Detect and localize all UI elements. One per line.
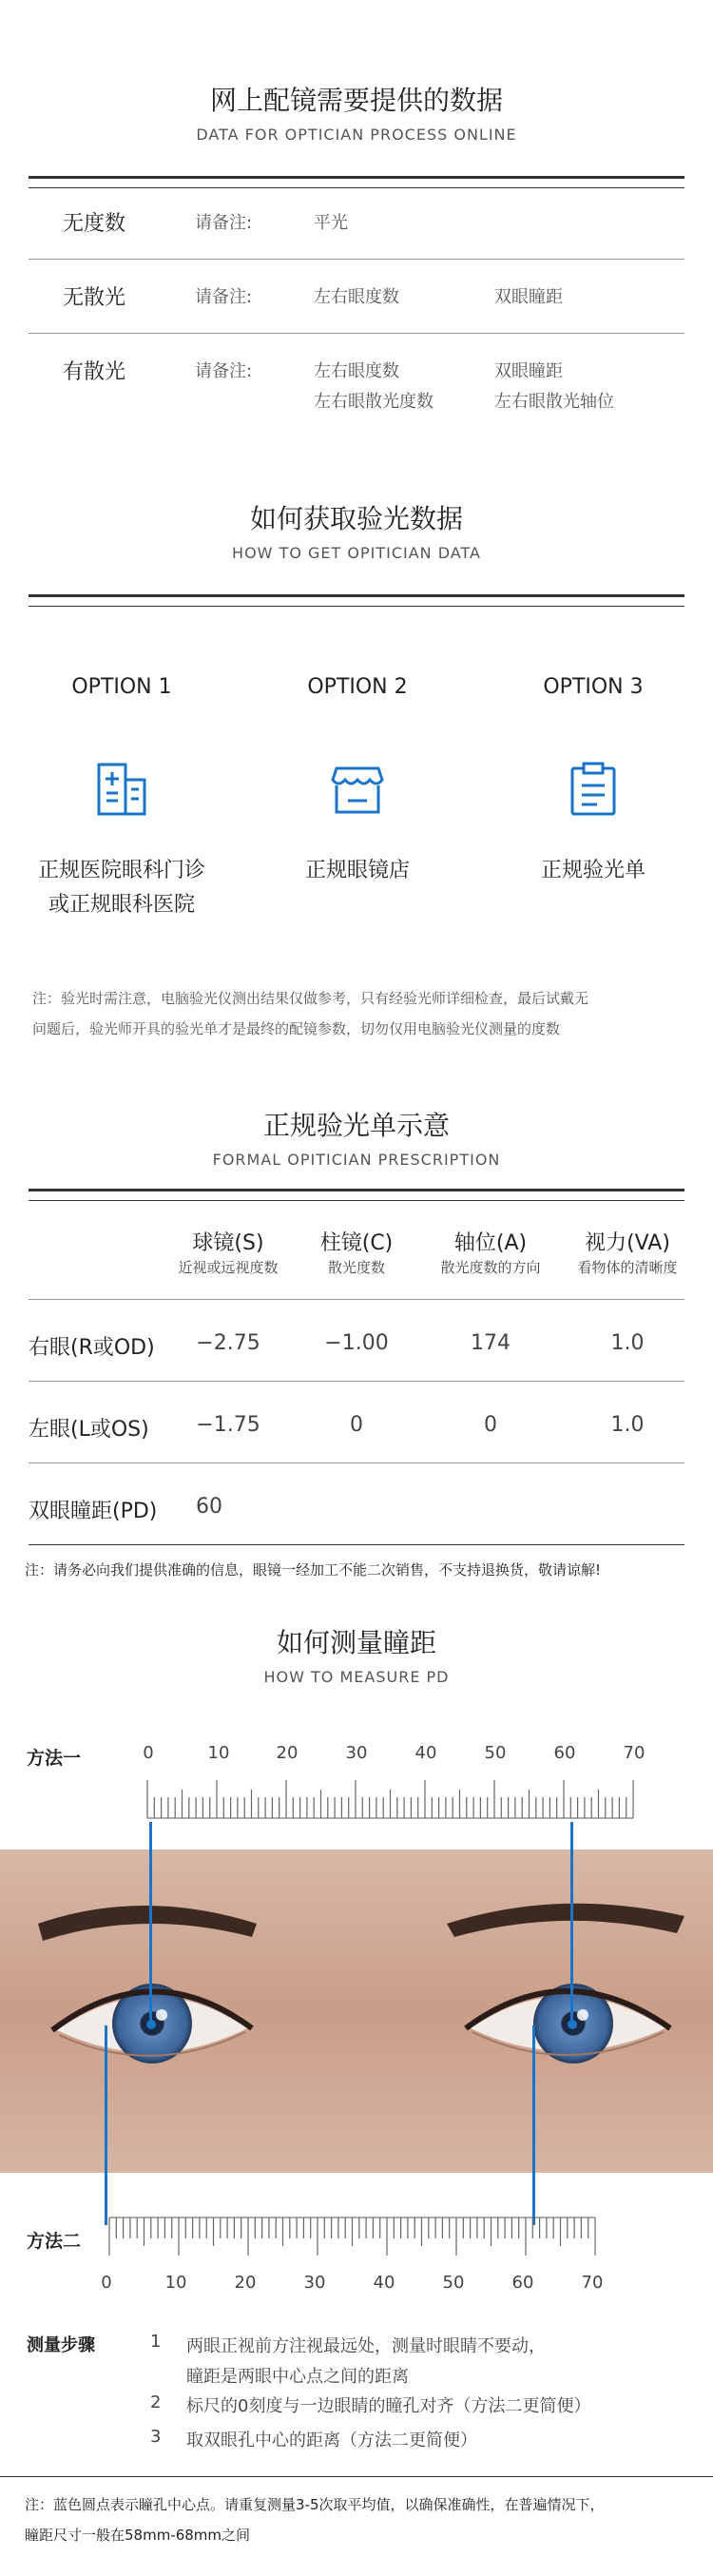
cell: 1.0	[610, 1413, 645, 1437]
ruler-tick-label: 40	[373, 2273, 395, 2293]
column-header: 球镜(S)	[192, 1231, 264, 1255]
column-subheader: 散光度数的方向	[440, 1259, 541, 1276]
ruler-tick-label: 10	[207, 1743, 230, 1763]
divider	[29, 1200, 684, 1201]
divider	[29, 1462, 684, 1463]
cell: 0	[484, 1413, 497, 1437]
option-text: 正规医院眼科门诊 或正规眼科医院	[37, 859, 205, 917]
ruler-tick-label: 30	[303, 2273, 326, 2293]
row-note: 请备注:	[195, 287, 253, 307]
row-label: 右眼(R或OD)	[29, 1336, 155, 1360]
section2-subtitle: HOW TO GET OPITICIAN DATA	[232, 544, 481, 562]
step-number: 1	[150, 2332, 162, 2352]
cell: 174	[471, 1331, 511, 1355]
ruler-tick-label: 0	[143, 1743, 154, 1763]
option-label: OPTION 2	[307, 675, 408, 699]
section3-title: 正规验光单示意	[262, 1110, 450, 1141]
step-number: 3	[150, 2427, 162, 2447]
method1-label: 方法一	[27, 1748, 82, 1769]
section4-subtitle: HOW TO MEASURE PD	[263, 1668, 450, 1686]
step-text: 取双眼孔中心的距离（方法二更简便）	[186, 2431, 477, 2450]
row-label: 有散光	[63, 360, 126, 384]
option-text: 正规眼镜店	[304, 859, 410, 882]
divider	[29, 606, 684, 607]
cell: −2.75	[196, 1331, 260, 1355]
cell: −1.00	[324, 1331, 389, 1355]
ruler-tick-label: 50	[442, 2273, 465, 2293]
row-value: 左右眼度数	[314, 287, 399, 307]
column-header: 视力(VA)	[585, 1231, 670, 1255]
divider	[29, 1299, 684, 1300]
row-value: 左右眼度数	[314, 361, 399, 381]
row-value: 双眼瞳距	[494, 287, 563, 307]
divider	[0, 2476, 713, 2477]
ruler-tick-label: 20	[234, 2273, 257, 2293]
section4-note: 注：蓝色圆点表示瞳孔中心点。请重复测量3-5次取平均值，以确保准确性，在普遍情况下， 瞳距尺寸一般在58mm-68mm之间	[25, 2496, 605, 2544]
store-icon	[329, 761, 386, 818]
ruler-tick-label: 60	[511, 2273, 534, 2293]
step-text: 标尺的0刻度与一边眼睛的瞳孔对齐（方法二更简便）	[186, 2396, 591, 2416]
column-header: 柱镜(C)	[319, 1231, 394, 1255]
option-label: OPTION 3	[543, 675, 644, 699]
pupil-dot	[568, 2020, 577, 2029]
divider	[29, 259, 684, 260]
pupil-dot	[146, 2020, 156, 2029]
section1-subtitle: DATA FOR OPTICIAN PROCESS ONLINE	[196, 126, 517, 144]
cell: −1.75	[196, 1413, 260, 1437]
column-header: 轴位(A)	[453, 1231, 528, 1255]
cell: 1.0	[610, 1331, 645, 1355]
option-label: OPTION 1	[71, 675, 172, 699]
divider	[29, 1189, 684, 1191]
row-label: 无散光	[63, 286, 126, 310]
pupil-line-left-eye	[570, 1822, 573, 2025]
column-subheader: 看物体的清晰度	[577, 1259, 678, 1276]
ruler-top	[143, 1774, 646, 1820]
row-note: 请备注:	[195, 361, 253, 381]
row-value: 左右眼散光度数	[314, 392, 434, 412]
column-subheader: 近视或远视度数	[178, 1259, 279, 1276]
ruler-tick-label: 50	[484, 1743, 507, 1763]
divider	[29, 176, 684, 179]
divider	[29, 594, 684, 597]
section3-subtitle: FORMAL OPITICIAN PRESCRIPTION	[212, 1151, 501, 1169]
cell: 0	[350, 1413, 363, 1437]
row-note: 请备注:	[195, 213, 253, 233]
ruler-tick-label: 70	[623, 1743, 646, 1763]
method2-label: 方法二	[27, 2231, 82, 2252]
row-value: 双眼瞳距	[494, 361, 563, 381]
section2-note: 注：验光时需注意，电脑验光仪测出结果仅做参考，只有经验光师详细检查，最后试戴无 问题后，验光师开具的验光单才是最终的配镜参数，切勿仅用电脑验光仪测量的度数	[32, 990, 589, 1037]
section1-title: 网上配镜需要提供的数据	[209, 85, 503, 116]
section3-note: 注：请务必向我们提供准确的信息，眼镜一经加工不能二次销售，不支持退换货，敬请谅解!	[25, 1561, 602, 1579]
step-number: 2	[150, 2392, 162, 2412]
row-value: 平光	[314, 213, 348, 233]
divider	[29, 1544, 684, 1545]
pupil-line-method2-right	[105, 2025, 107, 2225]
option-text: 正规验光单	[540, 859, 646, 882]
ruler-tick-label: 40	[414, 1743, 437, 1763]
ruler-tick-label: 70	[581, 2273, 604, 2293]
row-label: 左眼(L或OS)	[29, 1418, 149, 1442]
ruler-bottom	[105, 2216, 608, 2261]
divider	[29, 187, 684, 188]
section2-title: 如何获取验光数据	[249, 503, 463, 534]
row-label: 双眼瞳距(PD)	[29, 1500, 158, 1523]
ruler-tick-label: 60	[553, 1743, 576, 1763]
row-label: 无度数	[63, 212, 126, 236]
ruler-tick-label: 10	[164, 2273, 187, 2293]
pupil-line-right-eye	[149, 1822, 152, 2025]
ruler-tick-label: 30	[345, 1743, 368, 1763]
divider	[29, 1381, 684, 1382]
clipboard-icon	[565, 761, 622, 818]
ruler-tick-label: 0	[101, 2273, 112, 2293]
step-text: 两眼正视前方注视最远处，测量时眼睛不要动， 瞳距是两眼中心点之间的距离	[186, 2336, 546, 2387]
cell: 60	[196, 1495, 222, 1519]
column-subheader: 散光度数	[327, 1259, 385, 1276]
hospital-icon	[93, 761, 150, 818]
divider	[29, 333, 684, 334]
pupil-line-method2-left	[532, 2025, 535, 2225]
steps-label: 测量步骤	[27, 2335, 95, 2355]
ruler-tick-label: 20	[276, 1743, 299, 1763]
section4-title: 如何测量瞳距	[276, 1627, 436, 1658]
row-value: 左右眼散光轴位	[494, 392, 614, 412]
